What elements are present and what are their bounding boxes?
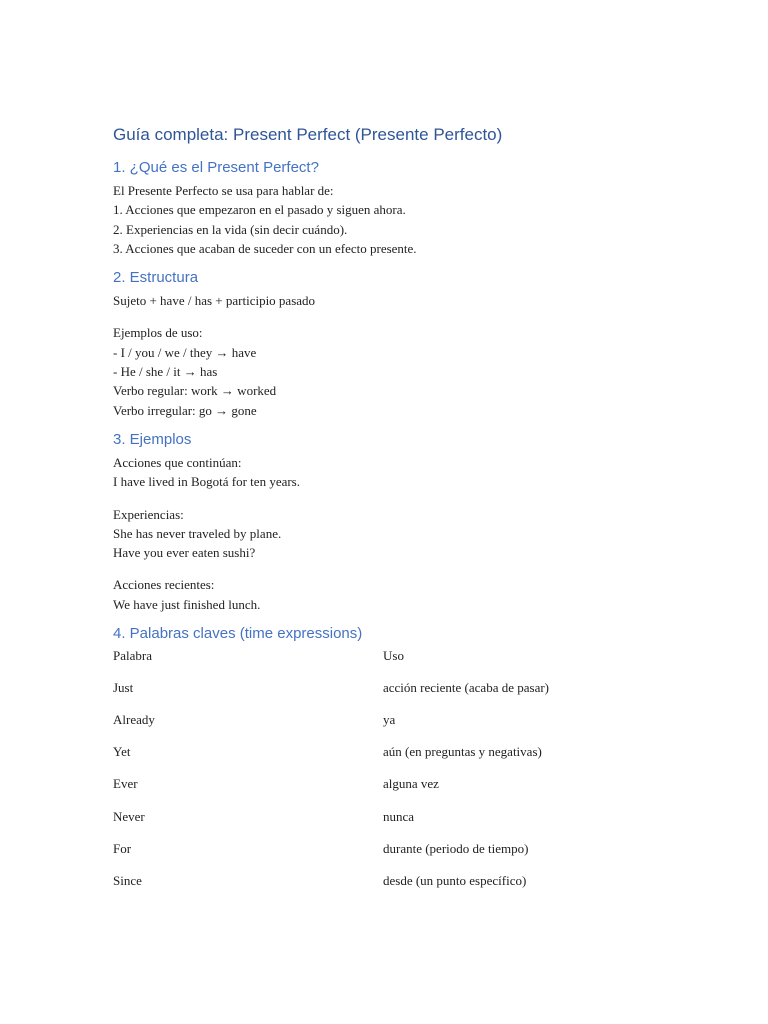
example-sentence: She has never traveled by plane. [113, 525, 282, 541]
example-label: Experiencias: [113, 506, 184, 522]
usage-cell: aún (en preguntas y negativas) [383, 744, 542, 760]
table-header-cell: Palabra [113, 648, 152, 664]
paragraph-line: Verbo regular: work → worked [113, 383, 277, 399]
keyword-cell: Already [113, 712, 155, 728]
table-header-row [113, 647, 663, 679]
paragraph-line: Ejemplos de uso: [113, 325, 203, 341]
section-keywords [113, 624, 673, 904]
paragraph-line: 3. Acciones que acaban de suceder con un efecto presente. [113, 240, 417, 256]
keyword-cell: Yet [113, 744, 131, 760]
keyword-cell: Ever [113, 776, 138, 792]
example-label: Acciones recientes: [113, 577, 215, 593]
paragraph-line: - I / you / we / they → have [113, 344, 257, 360]
formula-block [113, 291, 673, 310]
keywords-table [113, 647, 663, 904]
section-heading: 4. Palabras claves (time expressions) [113, 625, 363, 643]
example-group [113, 575, 673, 614]
table-row [113, 743, 663, 775]
section-what-is [113, 158, 673, 258]
example-sentence: Have you ever eaten sushi? [113, 545, 256, 561]
section-heading: 2. Estructura [113, 269, 199, 287]
keyword-cell: Since [113, 872, 142, 888]
section-structure [113, 268, 673, 420]
keyword-cell: Just [113, 680, 134, 696]
example-sentence: I have lived in Bogotá for ten years. [113, 474, 300, 490]
table-header-cell: Uso [383, 648, 404, 664]
usage-cell: alguna vez [383, 776, 439, 792]
table-row [113, 711, 663, 743]
table-row [113, 775, 663, 807]
paragraph-line: 2. Experiencias en la vida (sin decir cuándo). [113, 221, 348, 237]
usage-cell: desde (un punto específico) [383, 872, 527, 888]
usage-cell: nunca [383, 808, 415, 824]
keyword-cell: Never [113, 808, 145, 824]
paragraph-line: - He / she / it → has [113, 364, 218, 380]
example-group [113, 453, 673, 492]
table-row [113, 840, 663, 872]
paragraph-line: Verbo irregular: go → gone [113, 402, 257, 418]
keyword-cell: For [113, 840, 132, 856]
structure-formula: Sujeto + have / has + participio pasado [113, 293, 316, 309]
example-sentence: We have just finished lunch. [113, 596, 261, 612]
section-heading: 3. Ejemplos [113, 430, 192, 448]
section-heading: 1. ¿Qué es el Present Perfect? [113, 159, 319, 176]
document-content [113, 124, 673, 914]
document-title: Guía completa: Present Perfect (Presente Perfecto) [113, 125, 503, 144]
usage-examples-block [113, 323, 673, 419]
table-row [113, 872, 663, 904]
table-row [113, 808, 663, 840]
usage-cell: acción reciente (acaba de pasar) [383, 680, 549, 696]
example-group [113, 505, 673, 563]
paragraph-line: El Presente Perfecto se usa para hablar de: [113, 183, 334, 198]
usage-cell: ya [383, 712, 396, 728]
section-examples [113, 430, 673, 614]
usage-cell: durante (periodo de tiempo) [383, 840, 529, 856]
table-row [113, 679, 663, 711]
paragraph-line: 1. Acciones que empezaron en el pasado y siguen ahora. [113, 202, 406, 218]
example-label: Acciones que continúan: [113, 454, 242, 470]
